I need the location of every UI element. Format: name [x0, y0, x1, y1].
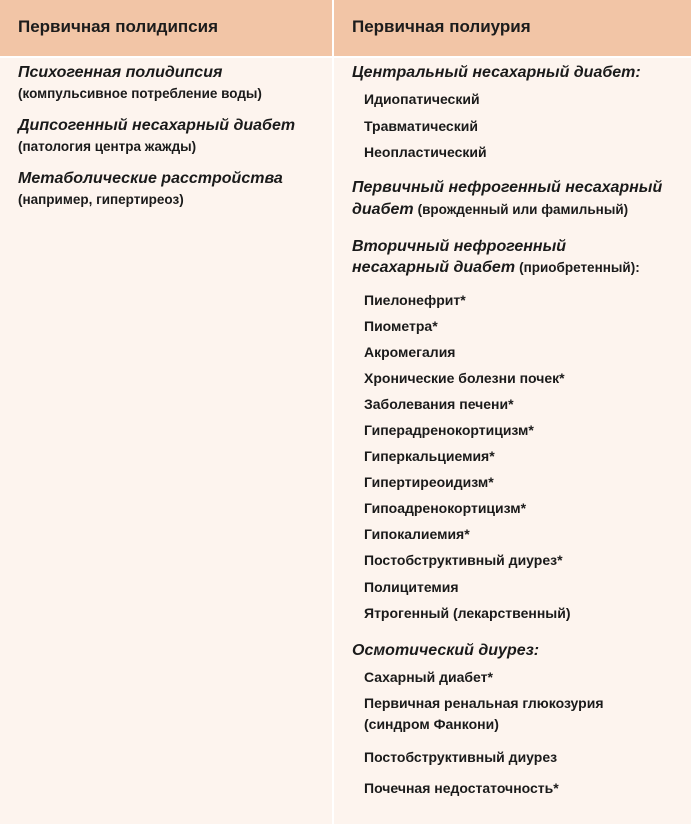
- list-item: (синдром Фанкони): [364, 716, 499, 732]
- list-item: Травматический: [364, 118, 478, 134]
- primary-nephro-suffix: (врожденный или фамильный): [417, 202, 629, 217]
- list-item: Почечная недостаточность*: [364, 780, 559, 796]
- secondary-nephro-suffix: (приобретенный):: [519, 260, 640, 275]
- list-item: Пиелонефрит*: [364, 292, 466, 308]
- secondary-nephro-title-1: Вторичный нефрогенный: [352, 238, 567, 255]
- left-title-2: Дипсогенный несахарный диабет: [18, 117, 296, 134]
- header-left: Первичная полидипсия: [18, 17, 219, 36]
- list-item: Хронические болезни почек*: [364, 370, 565, 386]
- osmotic-title: Осмотический диурез:: [352, 642, 540, 659]
- list-item: Гиперадренокортицизм*: [364, 422, 534, 438]
- list-item: Ятрогенный (лекарственный): [364, 605, 571, 621]
- left-title-3: Метаболические расстройства: [18, 170, 283, 187]
- header-right: Первичная полиурия: [352, 17, 531, 36]
- column-divider: [332, 0, 334, 824]
- list-item: Первичная ренальная глюкозурия: [364, 695, 604, 711]
- list-item: Постобструктивный диурез*: [364, 552, 563, 568]
- left-title-1: Психогенная полидипсия: [18, 64, 223, 81]
- list-item: Пиометра*: [364, 318, 438, 334]
- list-item: Акромегалия: [364, 344, 456, 360]
- list-item: Полицитемия: [364, 579, 459, 595]
- list-item: Гипокалиемия*: [364, 526, 470, 542]
- secondary-nephro-line2: [352, 258, 640, 278]
- primary-nephro-title-2: диабет: [352, 201, 414, 218]
- central-title: Центральный несахарный диабет:: [352, 64, 641, 81]
- list-item: Постобструктивный диурез: [364, 749, 558, 765]
- left-note-2: (патология центра жажды): [18, 139, 197, 154]
- primary-nephro-title-1: Первичный нефрогенный несахарный: [352, 179, 663, 196]
- list-item: Гипоадренокортицизм*: [364, 500, 527, 516]
- list-item: Неопластический: [364, 144, 487, 160]
- header-divider: [0, 56, 691, 58]
- list-item: Гиперкальциемия*: [364, 448, 495, 464]
- left-note-3: (например, гипертиреоз): [18, 192, 184, 207]
- list-item: Гипертиреоидизм*: [364, 474, 494, 490]
- secondary-nephro-title-2: несахарный диабет: [352, 259, 516, 276]
- table-header: [0, 0, 691, 56]
- list-item: Идиопатический: [364, 91, 480, 107]
- list-item: Сахарный диабет*: [364, 669, 493, 685]
- list-item: Заболевания печени*: [364, 396, 514, 412]
- primary-nephro-line2: [352, 200, 628, 220]
- left-note-1: (компульсивное потребление воды): [18, 86, 262, 101]
